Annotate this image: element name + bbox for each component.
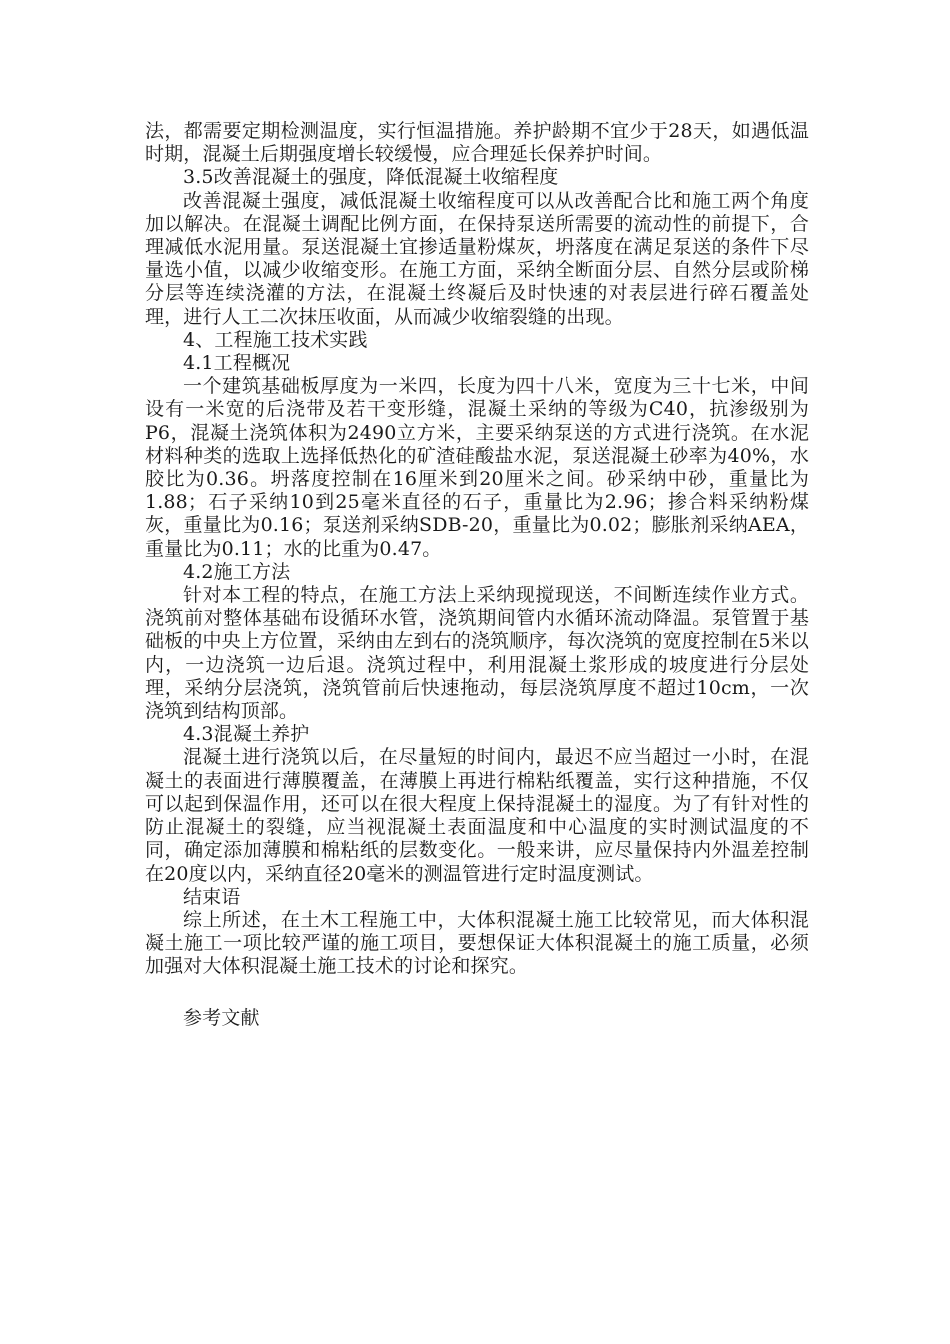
heading-4: 4、工程施工技术实践 [183, 328, 368, 351]
paragraph-4-2: 针对本工程的特点，在施工方法上采纳现搅现送，不间断连续作业方式。浇筑前对整体基础布设循环水管，浇筑期间管内水循环流动降温。泵管置于基础板的中央上方位置，采纳由左到右的浇筑顺序，每次浇筑的宽度控制在5米以内，一边浇筑一边后退。浇筑过程中，利用混凝土浆形成的坡度进行分层处理，采纳分层浇筑，浇筑管前后快速拖动，每层浇筑厚度不超过10cm，一次浇筑到结构顶部。 [145, 584, 809, 723]
heading-references: 参考文献 [183, 1006, 260, 1029]
heading-4-3: 4.3混凝土养护 [183, 723, 310, 746]
spacer [145, 979, 809, 1007]
paragraph-continued: 法，都需要定期检测温度，实行恒温措施。养护龄期不宜少于28天，如遇低温时期，混凝土后期强度增长较缓慢，应合理延长保养护时间。 [145, 120, 809, 166]
heading-4-1: 4.1工程概况 [183, 352, 291, 375]
document-body [145, 120, 809, 1030]
paragraph-4-3: 混凝土进行浇筑以后，在尽量短的时间内，最迟不应当超过一小时，在混凝土的表面进行薄膜覆盖，在薄膜上再进行棉粘纸覆盖，实行这种措施，不仅可以起到保温作用，还可以在很大程度上保持混凝土的湿度。为了有针对性的防止混凝土的裂缝，应当视混凝土表面温度和中心温度的实时测试温度的不同，确定添加薄膜和棉粘纸的层数变化。一般来讲，应尽量保持内外温差控制在20度以内，采纳直径20毫米的测温管进行定时温度测试。 [145, 746, 809, 885]
heading-3-5: 3.5改善混凝土的强度，降低混凝土收缩程度 [183, 166, 559, 189]
paragraph-4-1: 一个建筑基础板厚度为一米四，长度为四十八米，宽度为三十七米，中间设有一米宽的后浇带及若干变形缝，混凝土采纳的等级为C40，抗渗级别为P6，混凝土浇筑体积为2490立方米，主要采纳泵送的方式进行浇筑。在水泥材料种类的选取上选择低热化的矿渣硅酸盐水泥，泵送混凝土砂率为40%，水胶比为0.36。坍落度控制在16厘米到20厘米之间。砂采纳中砂，重量比为1.88；石子采纳10到25毫米直径的石子，重量比为2.96；掺合料采纳粉煤灰，重量比为0.16；泵送剂采纳SDB-20，重量比为0.02；膨胀剂采纳AEA，重量比为0.11；水的比重为0.47。 [145, 375, 809, 560]
heading-conclusion: 结束语 [183, 885, 241, 908]
paragraph-conclusion: 综上所述，在土木工程施工中，大体积混凝土施工比较常见，而大体积混凝土施工一项比较严谨的施工项目，要想保证大体积混凝土的施工质量，必须加强对大体积混凝土施工技术的讨论和探究。 [145, 908, 809, 978]
paragraph-3-5: 改善混凝土强度，减低混凝土收缩程度可以从改善配合比和施工两个角度加以解决。在混凝土调配比例方面，在保持泵送所需要的流动性的前提下，合理减低水泥用量。泵送混凝土宜掺适量粉煤灰，坍落度在满足泵送的条件下尽量选小值，以减少收缩变形。在施工方面，采纳全断面分层、自然分层或阶梯分层等连续浇灌的方法，在混凝土终凝后及时快速的对表层进行碎石覆盖处理，进行人工二次抹压收面，从而减少收缩裂缝的出现。 [145, 189, 809, 328]
heading-4-2: 4.2施工方法 [183, 560, 291, 583]
